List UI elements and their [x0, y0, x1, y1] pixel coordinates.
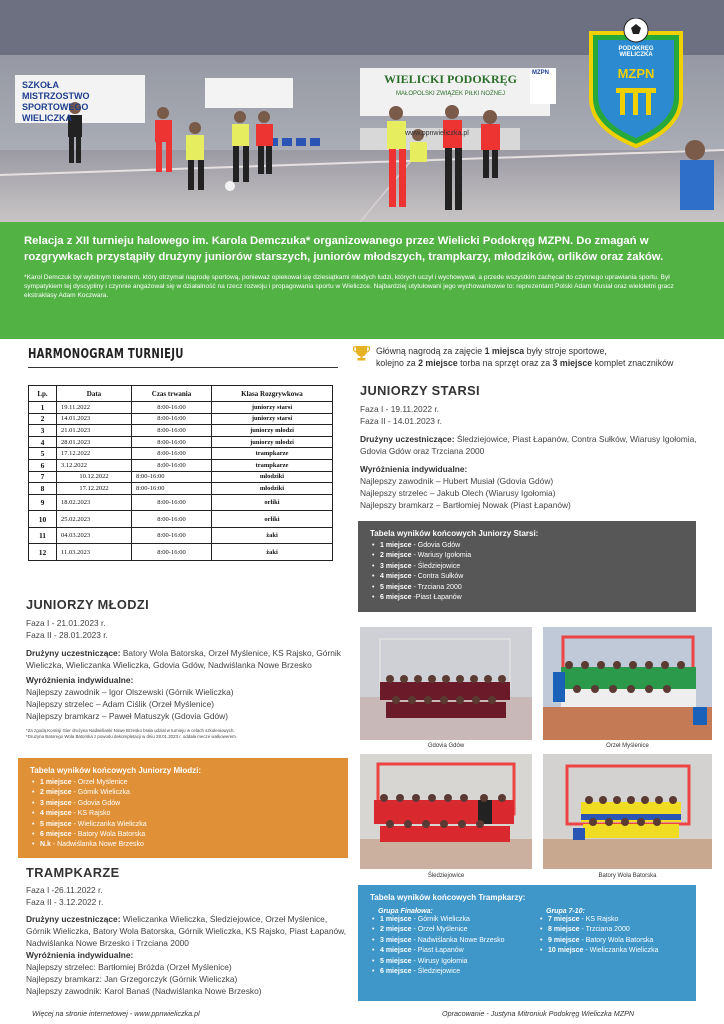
row-date: 25.02.2023 [57, 511, 132, 528]
logo-main-text: MZPN [617, 66, 655, 81]
result-team: - Gdovia Gdów [71, 799, 121, 807]
result-item [30, 840, 336, 850]
js-participants: Śledziejowice, Piast Łapanów, Contra Sułków, Wiarusy Igołomia, Gdovia Gdów oraz Trzciana 2000 [360, 434, 697, 456]
team-photo-sledziejowice [360, 754, 532, 869]
js-results-title: Tabela wyników końcowych Juniorzy Starsi: [370, 529, 539, 538]
result-place: 4 miejsce [40, 810, 72, 818]
tr-phase-1: Faza I -26.11.2022 r. [26, 885, 103, 895]
result-item [370, 562, 684, 572]
row-time: 8:00-16:00 [132, 471, 212, 483]
jm-footnote-1: *Za zgodą Komisji Gier drużyna Nadwiślanki Nowe Brzesko brała udział w turnieju w celach szkoleniowych. [26, 728, 235, 733]
result-team: - Śledziejowice [411, 968, 461, 976]
row-date: 17.12.2022 [57, 448, 132, 460]
jm-results-title: Tabela wyników końcowych Juniorzy Młodzi: [30, 766, 201, 775]
result-place: 4 miejsce [380, 947, 412, 955]
schedule-row [29, 483, 333, 495]
schedule-row [29, 544, 333, 561]
tr-title: TRAMPKARZE [26, 865, 120, 880]
js-award-1: Najlepszy zawodnik – Hubert Musiał (Gdovia Gdów) [360, 476, 554, 486]
result-place: 6 miejsce [380, 594, 412, 602]
result-place: 6 miejsce [40, 831, 72, 839]
row-class: żaki [212, 527, 333, 544]
result-team: - Orzeł Myślenice [411, 926, 468, 934]
row-lp: 6 [29, 459, 57, 471]
tr-participants: Wieliczanka Wieliczka, Śledziejowice, Orzeł Myślenice, Górnik Wieliczka, Batory Wola Batorska, Górnik Wieliczka, KS Rajsko, Piast Łapanów, Nadwiślanka Nowe Brzesko i Trzciana 2000 [26, 914, 347, 948]
result-item [370, 583, 684, 593]
tr-ind-label: Wyróżnienia indywidualne: [26, 950, 134, 960]
result-place: 2 miejsce [40, 789, 72, 797]
js-award-2: Najlepszy strzelec – Jakub Olech (Wiarusy Igołomia) [360, 488, 556, 498]
left-banner-text-1: SZKOŁA [22, 80, 59, 90]
result-item [370, 936, 538, 946]
result-place: 5 miejsce [40, 820, 72, 828]
result-place: 1 miejsce [380, 916, 412, 923]
result-place: 1 miejsce [380, 542, 412, 549]
prize-text-4: torba na sprzęt oraz za [457, 358, 553, 368]
photo-caption-gdovia: Gdovia Gdów [427, 743, 465, 749]
team-photo-orzel [543, 627, 712, 740]
intro-band [0, 222, 724, 339]
logo-arc-text: PODOKRĘG WIELICZKA [618, 46, 654, 58]
result-team: - Batory Wola Batorska [579, 936, 654, 944]
prize-text-3: kolejno za [376, 358, 419, 368]
jm-part-label: Drużyny uczestniczące: [26, 648, 121, 658]
row-class: młodziki [212, 471, 333, 483]
result-place: 3 miejsce [380, 562, 412, 570]
schedule-row [29, 436, 333, 448]
row-lp: 8 [29, 483, 57, 495]
tr-part-label: Drużyny uczestniczące: [26, 914, 121, 924]
team-photo-gdovia [360, 627, 532, 740]
row-date: 17.12.2022 [57, 483, 132, 495]
result-team: - Gdovia Gdów [411, 542, 461, 549]
section-trampkarze [26, 865, 348, 997]
result-item [538, 936, 659, 946]
trophy-icon [353, 345, 370, 361]
intro-footnote: *Karol Demczuk był wybitnym trenerem, który otrzymał nagrodę sportową, ponieważ opiekował się dziesiątkami młodych ludzi, których uczył i wychowywał, a przede wszystkim zachęcał do czynnego uprawiania sportu. Był sympatykiem tej dyscypliny i czynnie angażował się w działalność na rzecz rozwoju i propagowania sportu w Wieliczce. Najbardziej utytułowani jego wychowankowie to: reprezentant Polski Adam Musiał oraz wieloletni gracz ekstraklasy Adam Koczwara. [24, 273, 674, 299]
result-item [538, 915, 659, 925]
schedule-row [29, 402, 333, 414]
row-time: 8:00-16:00 [132, 494, 212, 511]
jm-results-box [18, 758, 348, 858]
result-team: - Batory Wola Batorska [71, 831, 146, 839]
prize-text-1: Główną nagrodą za zajęcie [376, 346, 485, 356]
row-time: 8:00-16:00 [132, 483, 212, 495]
row-date: 14.01.2023 [57, 413, 132, 425]
row-date: 18.02.2023 [57, 494, 132, 511]
result-team: - Wieliczanka Wieliczka [583, 947, 659, 955]
row-lp: 7 [29, 471, 57, 483]
row-class: juniorzy starsi [212, 402, 333, 414]
js-award-3: Najlepszy bramkarz – Bartłomiej Nowak (Piast Łapanów) [360, 500, 571, 510]
result-item [30, 788, 336, 798]
result-place: 2 miejsce [380, 926, 412, 934]
result-team: - Contra Sułków [411, 573, 464, 581]
row-date: 19.11.2022 [57, 402, 132, 414]
result-item [370, 551, 684, 561]
result-team: - Nadwiślanka Nowe Brzesko [411, 936, 505, 944]
hall-banner-subtitle: MAŁOPOLSKI ZWIĄZEK PIŁKI NOŻNEJ [395, 91, 506, 97]
prize-info [376, 345, 706, 369]
jm-award-2: Najlepszy strzelec – Adam Ciślik (Orzeł Myślenice) [26, 699, 215, 709]
schedule-row [29, 527, 333, 544]
tr-phase-2: Faza II - 3.12.2022 r. [26, 897, 104, 907]
result-place: N.k [40, 841, 51, 849]
row-time: 8:00-16:00 [132, 436, 212, 448]
prize-text-2: były stroje sportowe, [524, 346, 607, 356]
row-lp: 4 [29, 436, 57, 448]
schedule-row [29, 413, 333, 425]
schedule-table [28, 385, 333, 561]
jm-award-3: Najlepszy bramkarz – Paweł Matuszyk (Gdovia Gdów) [26, 711, 228, 721]
result-place: 9 miejsce [548, 936, 580, 944]
photo-caption-batory: Batory Wola Batorska [598, 873, 657, 879]
row-date: 3.12.2022 [57, 459, 132, 471]
js-phase-2: Faza II - 14.01.2023 r. [360, 416, 442, 426]
row-lp: 1 [29, 402, 57, 414]
hall-banner-title: WIELICKI PODOKRĘG [383, 72, 518, 86]
intro-lead: Relacja z XII turnieju halowego im. Karola Demczuka* organizowanego przez Wielicki Podokręg MZPN. Do zmagań w rozgrywkach przystąpiły drużyny juniorów starszych, juniorów młodszych, trampkarzy, młodzików, orlików oraz żaków. [24, 235, 664, 263]
result-team: -Piast Łapanów [411, 594, 462, 602]
result-place: 3 miejsce [380, 936, 412, 944]
result-team: - KS Rajsko [579, 916, 619, 923]
result-place: 10 miejsce [548, 947, 584, 955]
jm-title: JUNIORZY MŁODZI [26, 597, 150, 612]
row-time: 8:00-16:00 [132, 527, 212, 544]
row-time: 8:00-16:00 [132, 425, 212, 437]
js-results-list [370, 541, 684, 603]
result-team: - KS Rajsko [71, 810, 111, 818]
result-item [370, 957, 538, 967]
photo-caption-sledziejowice: Śledziejowice [427, 873, 465, 879]
row-class: juniorzy młodzi [212, 436, 333, 448]
result-item [370, 967, 538, 977]
left-banner-text-3: WIELICZKA [22, 113, 72, 123]
result-place: 8 miejsce [548, 926, 580, 934]
js-ind-label: Wyróżnienia indywidualne: [360, 464, 468, 474]
row-date: 04.03.2023 [57, 527, 132, 544]
row-class: młodziki [212, 483, 333, 495]
schedule-row [29, 448, 333, 460]
result-item [538, 925, 659, 935]
result-team: - Wariusy Igołomia [411, 552, 472, 560]
jm-phase-1: Faza I - 21.01.2023 r. [26, 618, 106, 628]
result-item [370, 572, 684, 582]
row-time: 8:00-16:00 [132, 544, 212, 561]
result-place: 5 miejsce [380, 583, 412, 591]
result-team: - Piast Łapanów [411, 947, 464, 955]
footer-website[interactable]: Więcej na stronie internetowej - www.ppnwieliczka.pl [32, 1009, 200, 1018]
schedule-row [29, 511, 333, 528]
tr-award-3: Najlepszy zawodnik: Karol Banaś (Nadwiślanka Nowe Brzesko) [26, 986, 262, 996]
result-place: 7 miejsce [548, 916, 580, 923]
result-item [370, 946, 538, 956]
team-photo-batory [543, 754, 712, 869]
result-item [30, 820, 336, 830]
result-item [30, 809, 336, 819]
result-team: - Górnik Wieliczka [411, 916, 470, 923]
tr-award-2: Najlepszy bramkarz: Jan Grzegorczyk (Górnik Wieliczka) [26, 974, 238, 984]
prize-first: 1 miejsca [484, 346, 525, 356]
jm-participants: Batory Wola Batorska, Orzeł Myślenice, KS Rajsko, Górnik Wieliczka, Wieliczanka Wieliczka, Gdovia Gdów, Nadwiślanka Nowe Brzesko [26, 648, 341, 670]
jm-phase-2: Faza II - 28.01.2023 r. [26, 630, 108, 640]
col-klasa: Klasa Rozgrywkowa [212, 386, 333, 402]
row-time: 8:00-16:00 [132, 448, 212, 460]
tr-group-final: Grupa Finałowa: [378, 908, 433, 915]
row-lp: 2 [29, 413, 57, 425]
prize-third: 3 miejsce [552, 358, 593, 368]
col-data: Data [57, 386, 132, 402]
result-item [30, 799, 336, 809]
result-place: 6 miejsce [380, 968, 412, 976]
col-lp: Lp. [29, 386, 57, 402]
photo-caption-orzel: Orzeł Myślenice [606, 743, 649, 749]
result-place: 2 miejsce [380, 552, 412, 560]
row-class: orliki [212, 511, 333, 528]
result-item [538, 946, 659, 956]
row-lp: 11 [29, 527, 57, 544]
schedule-title-rule [28, 367, 338, 368]
row-lp: 10 [29, 511, 57, 528]
col-czas: Czas trwania [132, 386, 212, 402]
row-class: juniorzy starsi [212, 413, 333, 425]
row-time: 8:00-16:00 [132, 459, 212, 471]
row-time: 8:00-16:00 [132, 511, 212, 528]
left-banner-text-2: MISTRZOSTWO SPORTOWEGO [22, 91, 90, 112]
result-place: 4 miejsce [380, 573, 412, 581]
row-time: 8:00-16:00 [132, 402, 212, 414]
js-title: JUNIORZY STARSI [360, 383, 481, 398]
row-date: 11.03.2023 [57, 544, 132, 561]
prize-text-5: komplet znaczników [592, 358, 674, 368]
result-team: - Górnik Wieliczka [71, 789, 130, 797]
jm-footnote-2: *Drużyna Batorego Wola Batorska z powodu dekompletacji w dniu 28.01.2023 r. oddała mecze walkowerem. [26, 733, 238, 739]
jm-award-1: Najlepszy zawodnik – Igor Olszewski (Górnik Wieliczka) [26, 687, 234, 697]
result-item [370, 541, 684, 551]
row-time: 8:00-16:00 [132, 413, 212, 425]
result-item [370, 925, 538, 935]
row-lp: 9 [29, 494, 57, 511]
footer-credit: Opracowanie - Justyna Mitroniuk Podokręg Wieliczka MZPN [442, 1009, 635, 1018]
result-team: - Śledziejowice [411, 562, 461, 570]
hall-banner-url: www.ppnwieliczka.pl [405, 130, 469, 137]
row-lp: 3 [29, 425, 57, 437]
schedule-row [29, 459, 333, 471]
result-item [30, 830, 336, 840]
schedule-row [29, 425, 333, 437]
result-place: 3 miejsce [40, 799, 72, 807]
result-team: - Trzciana 2000 [579, 926, 630, 934]
result-team: - Wieliczanka Wieliczka [71, 820, 147, 828]
jm-results-list [30, 778, 336, 851]
result-item [370, 915, 538, 925]
row-date: 10.12.2022 [57, 471, 132, 483]
js-part-label: Drużyny uczestniczące: [360, 434, 455, 444]
tr-results-box [358, 885, 696, 1001]
result-team: - Nadwiślanka Nowe Brzesko [50, 841, 144, 849]
row-class: żaki [212, 544, 333, 561]
tr-results-list-final [370, 915, 538, 977]
row-lp: 5 [29, 448, 57, 460]
result-place: 5 miejsce [380, 957, 412, 965]
row-class: juniorzy młodzi [212, 425, 333, 437]
result-item [370, 593, 684, 603]
tr-award-1: Najlepszy strzelec: Bartłomiej Bróżda (Orzeł Myślenice) [26, 962, 232, 972]
row-class: orliki [212, 494, 333, 511]
jm-ind-label: Wyróżnienia indywidualne: [26, 675, 134, 685]
tr-results-title: Tabela wyników końcowych Trampkarzy: [370, 893, 526, 902]
schedule-row [29, 494, 333, 511]
row-date: 28.01.2023 [57, 436, 132, 448]
result-item [30, 778, 336, 788]
tr-group-7-10: Grupa 7-10: [546, 908, 585, 915]
result-team: - Wirusy Igołomia [411, 957, 468, 965]
js-phase-1: Faza I - 19.11.2022 r. [360, 404, 439, 414]
result-team: - Trzciana 2000 [411, 583, 462, 591]
row-class: trampkarze [212, 448, 333, 460]
tr-results-list-7-10 [538, 915, 659, 957]
hall-banner-mzpn: MZPN [532, 70, 549, 76]
row-lp: 12 [29, 544, 57, 561]
row-class: trampkarze [212, 459, 333, 471]
js-results-box [358, 521, 696, 612]
section-juniorzy-mlodzi [26, 597, 346, 739]
result-team: - Orzeł Myślenice [71, 779, 128, 786]
schedule-row [29, 471, 333, 483]
schedule-title: HARMONOGRAM TURNIEJU [28, 347, 184, 362]
schedule-header-row [29, 386, 333, 402]
header-photo [0, 0, 724, 222]
section-juniorzy-starsi [360, 383, 705, 511]
podokreg-logo [586, 18, 686, 148]
result-place: 1 miejsce [40, 779, 72, 786]
prize-second: 2 miejsce [418, 358, 458, 368]
row-date: 21.01.2023 [57, 425, 132, 437]
